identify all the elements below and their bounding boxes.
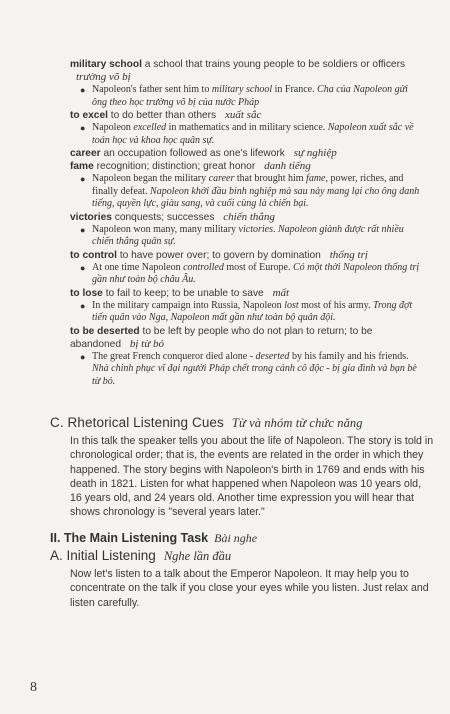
vocab-definition: to be left by people who do not plan to return; to be abandoned: [70, 325, 373, 350]
example-text: .: [272, 223, 276, 235]
vocab-entry-line: [70, 287, 425, 300]
vocab-example: [80, 300, 425, 325]
example-text: In the military campaign into Russia, Napoleon: [92, 299, 285, 311]
vocab-definition: to do better than others: [110, 110, 217, 121]
example-text: in France.: [272, 84, 315, 95]
subsection-heading: [50, 548, 435, 564]
example-text: Napoleon began the military: [92, 173, 209, 184]
vocab-entry-line: [70, 325, 425, 351]
example-keyword: lost: [284, 299, 299, 311]
vocab-term: victories: [70, 211, 112, 223]
vocab-entry: [70, 325, 425, 389]
subsection-heading-text: A. Initial Listening: [50, 548, 156, 563]
bullet-icon: ●: [80, 262, 86, 273]
part-heading-text: II. The Main Listening Task: [50, 531, 209, 545]
example-text: Napoleon: [92, 122, 134, 133]
vocab-translation: xuất sắc: [224, 109, 262, 121]
example-translation: Trong đợt tiến quân vào Nga, Napoleon mất gần như toàn bộ quân đội.: [92, 299, 413, 323]
example-keyword: excelled: [133, 122, 167, 133]
bullet-icon: ●: [80, 351, 86, 362]
example-keyword: deserted: [255, 350, 290, 362]
example-text: in mathematics and in military science.: [166, 122, 326, 133]
vocab-translation: thống trị: [329, 248, 368, 261]
vocab-example: [80, 122, 425, 147]
vocab-example: [80, 224, 425, 249]
vocab-definition: recognition; distinction; great honor: [96, 161, 256, 172]
subsection-heading-vn: Nghe lần đầu: [163, 549, 232, 563]
example-keyword: victories: [238, 223, 273, 235]
vocab-entry: [70, 58, 425, 109]
vocab-term: career: [70, 148, 101, 159]
example-translation: Napoleon giành được rất nhiều chiến thắng quân sự.: [92, 223, 404, 247]
vocab-definition: a school that trains young people to be soldiers or officers: [144, 59, 406, 70]
vocab-term: to control: [70, 249, 117, 261]
example-translation: Có một thời Napoleon thống trị gần như toàn bộ châu Âu.: [92, 261, 420, 285]
vocab-term: to excel: [70, 110, 108, 121]
example-text: At one time Napoleon: [92, 261, 184, 273]
example-keyword: military school: [211, 84, 273, 95]
vocab-example: [80, 351, 425, 389]
vocab-entry: [70, 160, 425, 211]
section-rhetorical-cues: [50, 415, 435, 520]
vocab-example: [80, 173, 425, 211]
vocab-definition: an occupation followed as one's lifework: [103, 148, 285, 159]
vocab-definition: to have power over; to govern by domination: [119, 249, 321, 261]
vocab-definition: conquests; successes: [114, 211, 215, 223]
vocab-definition: to fail to keep; to be unable to save: [105, 287, 264, 299]
vocab-entry: [70, 249, 425, 287]
example-keyword: fame: [306, 173, 326, 184]
vocab-translation: sự nghiệp: [293, 147, 337, 159]
example-text: most of Europe.: [223, 261, 291, 273]
vocab-example: [80, 84, 425, 109]
section-heading: [50, 415, 435, 431]
example-text: that brought him: [234, 173, 307, 184]
vocab-entry: [70, 109, 425, 147]
vocab-entry: [70, 211, 425, 249]
example-text: , power, riches, and finally defeat.: [92, 173, 404, 197]
vocab-example: [80, 262, 425, 287]
example-text: Napoleon's father sent him to: [92, 84, 212, 95]
vocabulary-list: [70, 58, 425, 388]
example-translation: Cha của Napoleon gửi ông theo học trường võ bị của nước Pháp: [92, 84, 408, 108]
bullet-icon: ●: [80, 123, 86, 133]
example-keyword: career: [208, 173, 235, 184]
example-translation: Napoleon xuất sắc về toán học và khoa học quân sự.: [92, 122, 414, 146]
vocab-entry-line: [70, 58, 425, 84]
part-heading-vn: Bài nghe: [214, 531, 258, 545]
section-heading-vn: Từ và nhóm từ chức năng: [231, 416, 363, 430]
vocab-entry-line: [70, 249, 425, 262]
section-paragraph: In this talk the speaker tells you about the life of Napoleon. The story is told in chronological order; that is, the events are related in the order in which they happened. The story begins with Napoleon's birth in 1769 and ends with his death in 1821. Listen for what happened when Napoleon was 10 years old, 16 years old, and 24 years old. Another time expression you will hear that shows chronology is "several years later.": [70, 435, 434, 519]
section-heading-text: C. Rhetorical Listening Cues: [50, 415, 224, 430]
vocab-entry: [70, 287, 425, 325]
example-text: by his family and his friends.: [289, 350, 409, 362]
example-keyword: controlled: [183, 261, 224, 273]
vocab-term: to be deserted: [70, 325, 140, 337]
vocab-entry: [70, 147, 425, 160]
example-translation: Nhà chinh phục vĩ đại người Pháp chết trong cảnh cô độc - bị gia đình và bạn bè từ bỏ.: [92, 363, 417, 387]
example-text: The great French conqueror died alone -: [92, 350, 256, 362]
vocab-translation: chiến thắng: [223, 210, 275, 223]
bullet-icon: ●: [80, 174, 86, 184]
bullet-icon: ●: [80, 85, 86, 95]
vocab-translation: mất: [272, 286, 290, 299]
vocab-translation: bị từ bỏ: [129, 337, 164, 350]
subsection-paragraph: Now let's listen to a talk about the Emperor Napoleon. It may help you to concentrate on the talk if you close your eyes while you listen. Just relax and listen carefully.: [70, 568, 429, 609]
example-translation: Napoleon khởi đầu binh nghiệp mà sau này mang lại cho ông danh tiếng, quyền lực, giàu sang, và cuối cùng là chiến bại.: [92, 185, 420, 209]
vocab-entry-line: [70, 211, 425, 224]
vocab-translation: danh tiếng: [264, 160, 311, 172]
bullet-icon: ●: [80, 300, 86, 311]
vocab-term: to lose: [70, 287, 103, 299]
part-heading: [50, 531, 435, 546]
vocab-entry-line: [70, 109, 425, 122]
vocab-term: military school: [70, 59, 142, 70]
example-text: Napoleon won many, many military: [92, 223, 239, 235]
vocab-translation: trường võ bị: [76, 71, 131, 83]
page-number: 8: [30, 680, 37, 695]
vocab-entry-line: [70, 147, 425, 160]
section-main-listening-task: [50, 531, 435, 610]
bullet-icon: ●: [80, 224, 86, 235]
vocab-term: fame: [70, 161, 94, 172]
example-text: most of his army.: [298, 299, 371, 311]
vocab-entry-line: [70, 160, 425, 173]
